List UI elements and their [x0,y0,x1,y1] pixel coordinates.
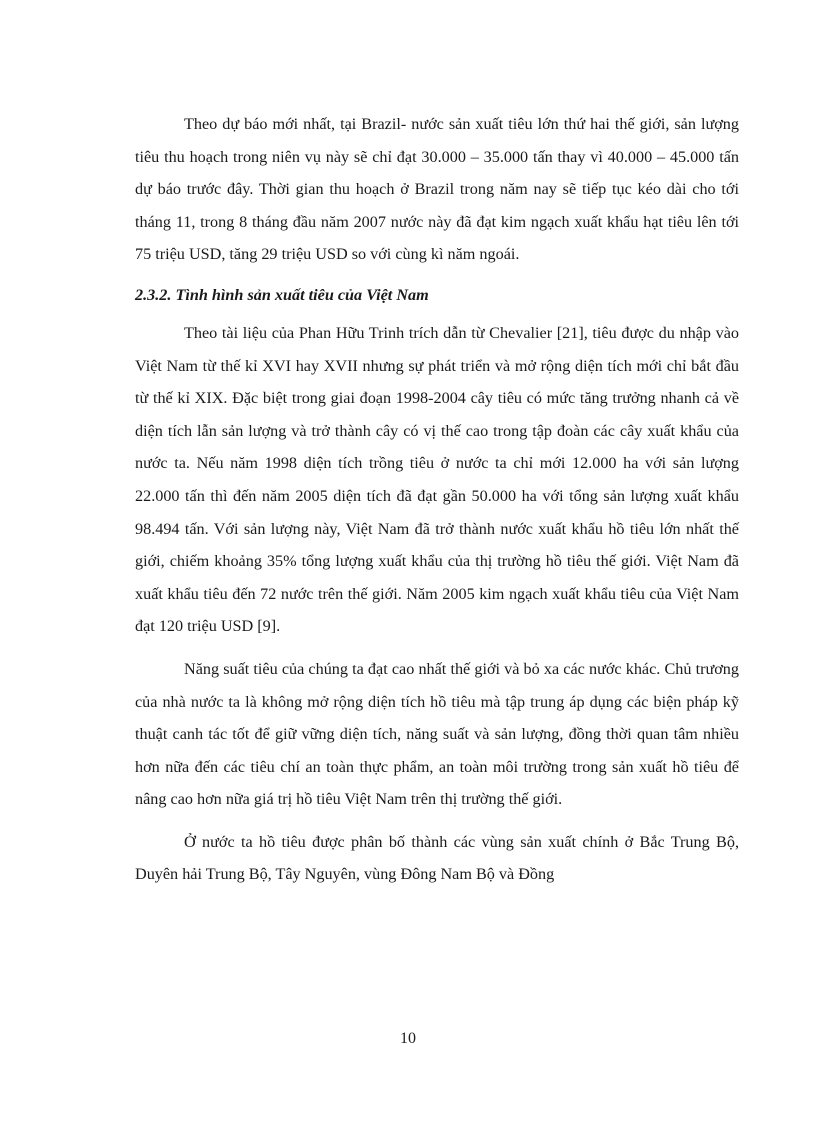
paragraph-vietnam-history: Theo tài liệu của Phan Hữu Trinh trích dẫn từ Chevalier [21], tiêu được du nhập vào Việt Nam từ thế kỉ XVI hay XVII nhưng sự phát triển và mở rộng diện tích mới chỉ bắt đầu từ thế kỉ XIX. Đặc biệt trong giai đoạn 1998-2004 cây tiêu có mức tăng trưởng nhanh cả về diện tích lẫn sản lượng và trở thành cây có vị thế cao trong tập đoàn các cây xuất khẩu của nước ta. Nếu năm 1998 diện tích trồng tiêu ở nước ta chỉ mới 12.000 ha với sản lượng 22.000 tấn thì đến năm 2005 diện tích đã đạt gần 50.000 ha với tổng sản lượng xuất khẩu 98.494 tấn. Với sản lượng này, Việt Nam đã trở thành nước xuất khẩu hồ tiêu lớn nhất thế giới, chiếm khoảng 35% tổng lượng xuất khẩu của thị trường hồ tiêu thế giới. Việt Nam đã xuất khẩu tiêu đến 72 nước trên thế giới. Năm 2005 kim ngạch xuất khẩu tiêu của Việt Nam đạt 120 triệu USD [9]. [135,323,739,636]
paragraph-brazil-forecast: Theo dự báo mới nhất, tại Brazil- nước sản xuất tiêu lớn thứ hai thế giới, sản lượng tiêu thu hoạch trong niên vụ này sẽ chỉ đạt 30.000 – 35.000 tấn thay vì 40.000 – 45.000 tấn dự báo trước đây. Thời gian thu hoạch ở Brazil trong năm nay sẽ tiếp tục kéo dài cho tới tháng 11, trong 8 tháng đầu năm 2007 nước này đã đạt kim ngạch xuất khẩu hạt tiêu lên tới 75 triệu USD, tăng 29 triệu USD so với cùng kì năm ngoái. [135,115,739,264]
paragraph-productivity: Năng suất tiêu của chúng ta đạt cao nhất thế giới và bỏ xa các nước khác. Chủ trương của nhà nước ta là không mở rộng diện tích hồ tiêu mà tập trung áp dụng các biện pháp kỹ thuật canh tác tốt để giữ vững diện tích, năng suất và sản lượng, đồng thời quan tâm nhiều hơn nữa đến các tiêu chí an toàn thực phẩm, an toàn môi trường trong sản xuất hồ tiêu để nâng cao hơn nữa giá trị hồ tiêu Việt Nam trên thị trường thế giới. [135,659,739,809]
page-number: 10 [400,1030,416,1047]
document-page [135,108,739,1068]
paragraph-distribution: Ở nước ta hồ tiêu được phân bố thành các vùng sản xuất chính ở Bắc Trung Bộ, Duyên hải Trung Bộ, Tây Nguyên, vùng Đông Nam Bộ và Đồng [135,832,739,884]
section-heading: 2.3.2. Tình hình sản xuất tiêu của Việt Nam [135,285,429,304]
